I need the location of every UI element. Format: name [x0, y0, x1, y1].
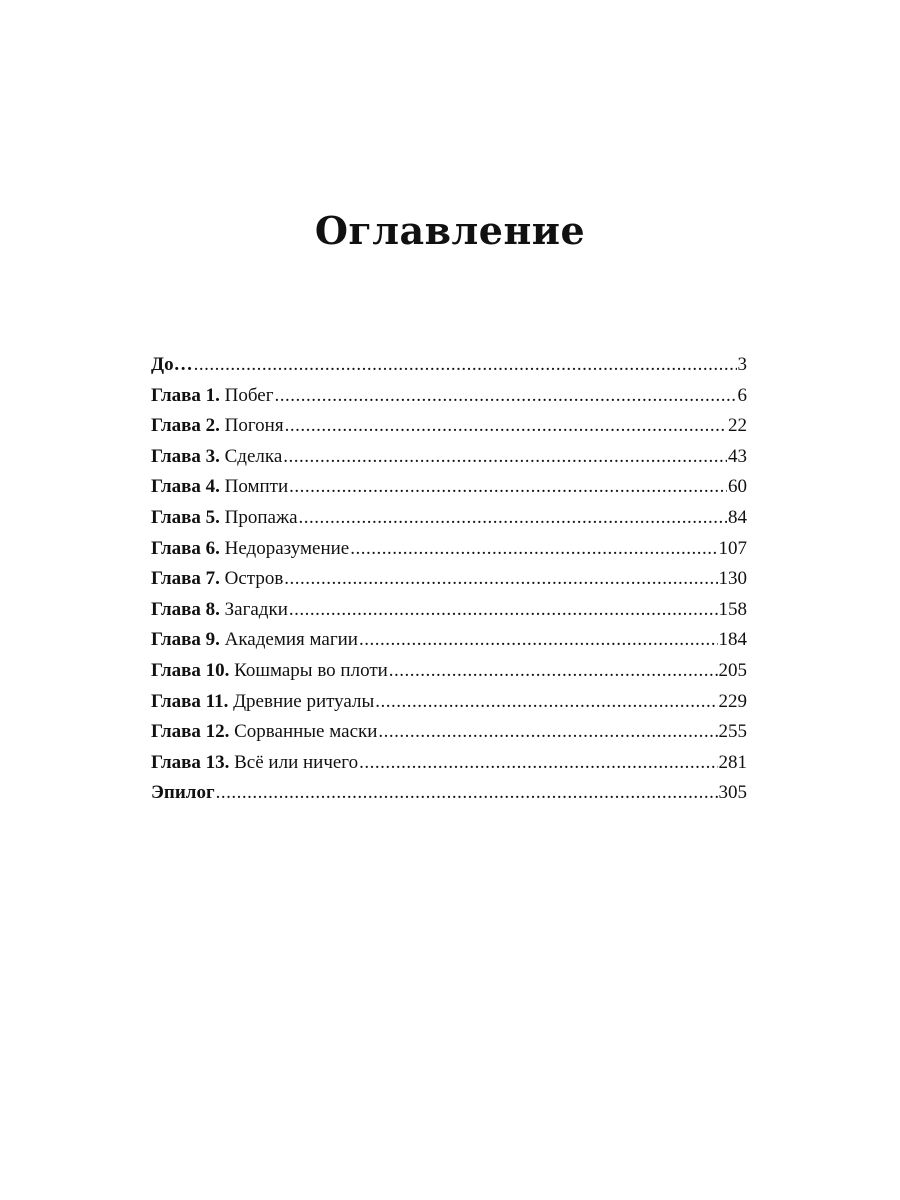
- dot-leader: [284, 564, 717, 595]
- toc-entry-label: [151, 748, 358, 779]
- dot-leader: [285, 411, 727, 442]
- toc-entry-number: Глава 12.: [151, 721, 230, 743]
- toc-entry-title: Древние ритуалы: [233, 690, 375, 712]
- toc-entry-page: 205: [718, 659, 747, 681]
- dot-leader: [378, 717, 717, 748]
- toc-entry-label: [151, 350, 193, 381]
- toc-entry-number: Глава 10.: [151, 659, 230, 681]
- toc-entry-number: Глава 13.: [151, 751, 230, 773]
- toc-entry: [151, 687, 747, 718]
- toc-entry-title: Загадки: [224, 598, 288, 620]
- toc-entry: [151, 778, 747, 809]
- toc-entry-page: 6: [737, 384, 747, 406]
- dot-leader: [350, 534, 717, 565]
- toc-entry-label: [151, 564, 283, 595]
- toc-entry-title: Недоразумение: [224, 537, 350, 559]
- dot-leader: [283, 442, 727, 473]
- toc-entry-label: [151, 656, 388, 687]
- toc-entry: [151, 748, 747, 779]
- toc-entry-page: 43: [728, 445, 747, 467]
- toc-entry-number: Глава 2.: [151, 415, 220, 437]
- toc-entry-label: [151, 595, 288, 626]
- toc-entry-page: 255: [718, 721, 747, 743]
- toc-entry-label: [151, 442, 282, 473]
- dot-leader: [389, 656, 718, 687]
- page-title: Оглавление: [314, 208, 586, 253]
- toc-entry-title: Кошмары во плоти: [234, 659, 388, 681]
- toc-entry-number: Эпилог: [151, 782, 215, 804]
- toc-entry-page: 107: [718, 537, 747, 559]
- toc-entry-number: Глава 6.: [151, 537, 220, 559]
- toc-entry: [151, 656, 747, 687]
- toc-entry: [151, 472, 747, 503]
- toc-entry-label: [151, 503, 298, 534]
- toc-entry: [151, 625, 747, 656]
- toc-entry: [151, 350, 747, 381]
- toc-entry-label: [151, 687, 374, 718]
- toc-entry-page: 305: [718, 782, 747, 804]
- toc-entry-page: 158: [718, 598, 747, 620]
- toc-entry-title: Остров: [224, 568, 284, 590]
- toc-entry-label: [151, 472, 288, 503]
- toc-entry-number: Глава 3.: [151, 445, 220, 467]
- toc-entry-title: Погоня: [224, 415, 284, 437]
- toc-entry-title: Академия магии: [224, 629, 358, 651]
- dot-leader: [194, 350, 737, 381]
- toc-entry-number: Глава 8.: [151, 598, 220, 620]
- toc-entry-number: Глава 11.: [151, 690, 229, 712]
- toc-entry: [151, 442, 747, 473]
- toc-entry-label: [151, 411, 284, 442]
- toc-entry: [151, 595, 747, 626]
- dot-leader: [216, 778, 718, 809]
- toc-entry: [151, 503, 747, 534]
- toc-entry-number: До…: [151, 354, 193, 375]
- dot-leader: [275, 381, 737, 412]
- toc-entry-title: Всё или ничего: [234, 751, 359, 773]
- dot-leader: [359, 625, 718, 656]
- toc-entry-number: Глава 5.: [151, 506, 220, 528]
- toc-entry: [151, 411, 747, 442]
- toc-entry: [151, 381, 747, 412]
- toc-entry-title: Помпти: [224, 476, 289, 498]
- toc-entry-page: 3: [737, 354, 747, 375]
- toc-entry-page: 84: [728, 506, 747, 528]
- toc-entry: [151, 534, 747, 565]
- toc-entry-label: [151, 717, 377, 748]
- table-of-contents: [151, 350, 747, 809]
- toc-entry: [151, 564, 747, 595]
- toc-entry-title: Сорванные маски: [234, 721, 378, 743]
- toc-entry-page: 184: [718, 629, 747, 651]
- toc-entry-label: [151, 381, 274, 412]
- toc-entry-page: 130: [718, 568, 747, 590]
- toc-entry-label: [151, 778, 215, 809]
- dot-leader: [299, 503, 727, 534]
- toc-entry-page: 281: [718, 751, 747, 773]
- toc-entry-title: Пропажа: [224, 506, 298, 528]
- toc-entry-number: Глава 1.: [151, 384, 220, 406]
- dot-leader: [375, 687, 717, 718]
- toc-entry-number: Глава 9.: [151, 629, 220, 651]
- toc-entry-page: 22: [728, 415, 747, 437]
- toc-entry-title: Сделка: [224, 445, 283, 467]
- toc-entry-label: [151, 534, 349, 565]
- toc-entry-page: 229: [718, 690, 747, 712]
- dot-leader: [289, 595, 718, 626]
- toc-entry-page: 60: [728, 476, 747, 498]
- toc-entry: [151, 717, 747, 748]
- toc-entry-number: Глава 4.: [151, 476, 220, 498]
- toc-entry-title: Побег: [224, 384, 274, 406]
- dot-leader: [359, 748, 717, 779]
- toc-entry-number: Глава 7.: [151, 568, 220, 590]
- toc-entry-label: [151, 625, 358, 656]
- dot-leader: [289, 472, 727, 503]
